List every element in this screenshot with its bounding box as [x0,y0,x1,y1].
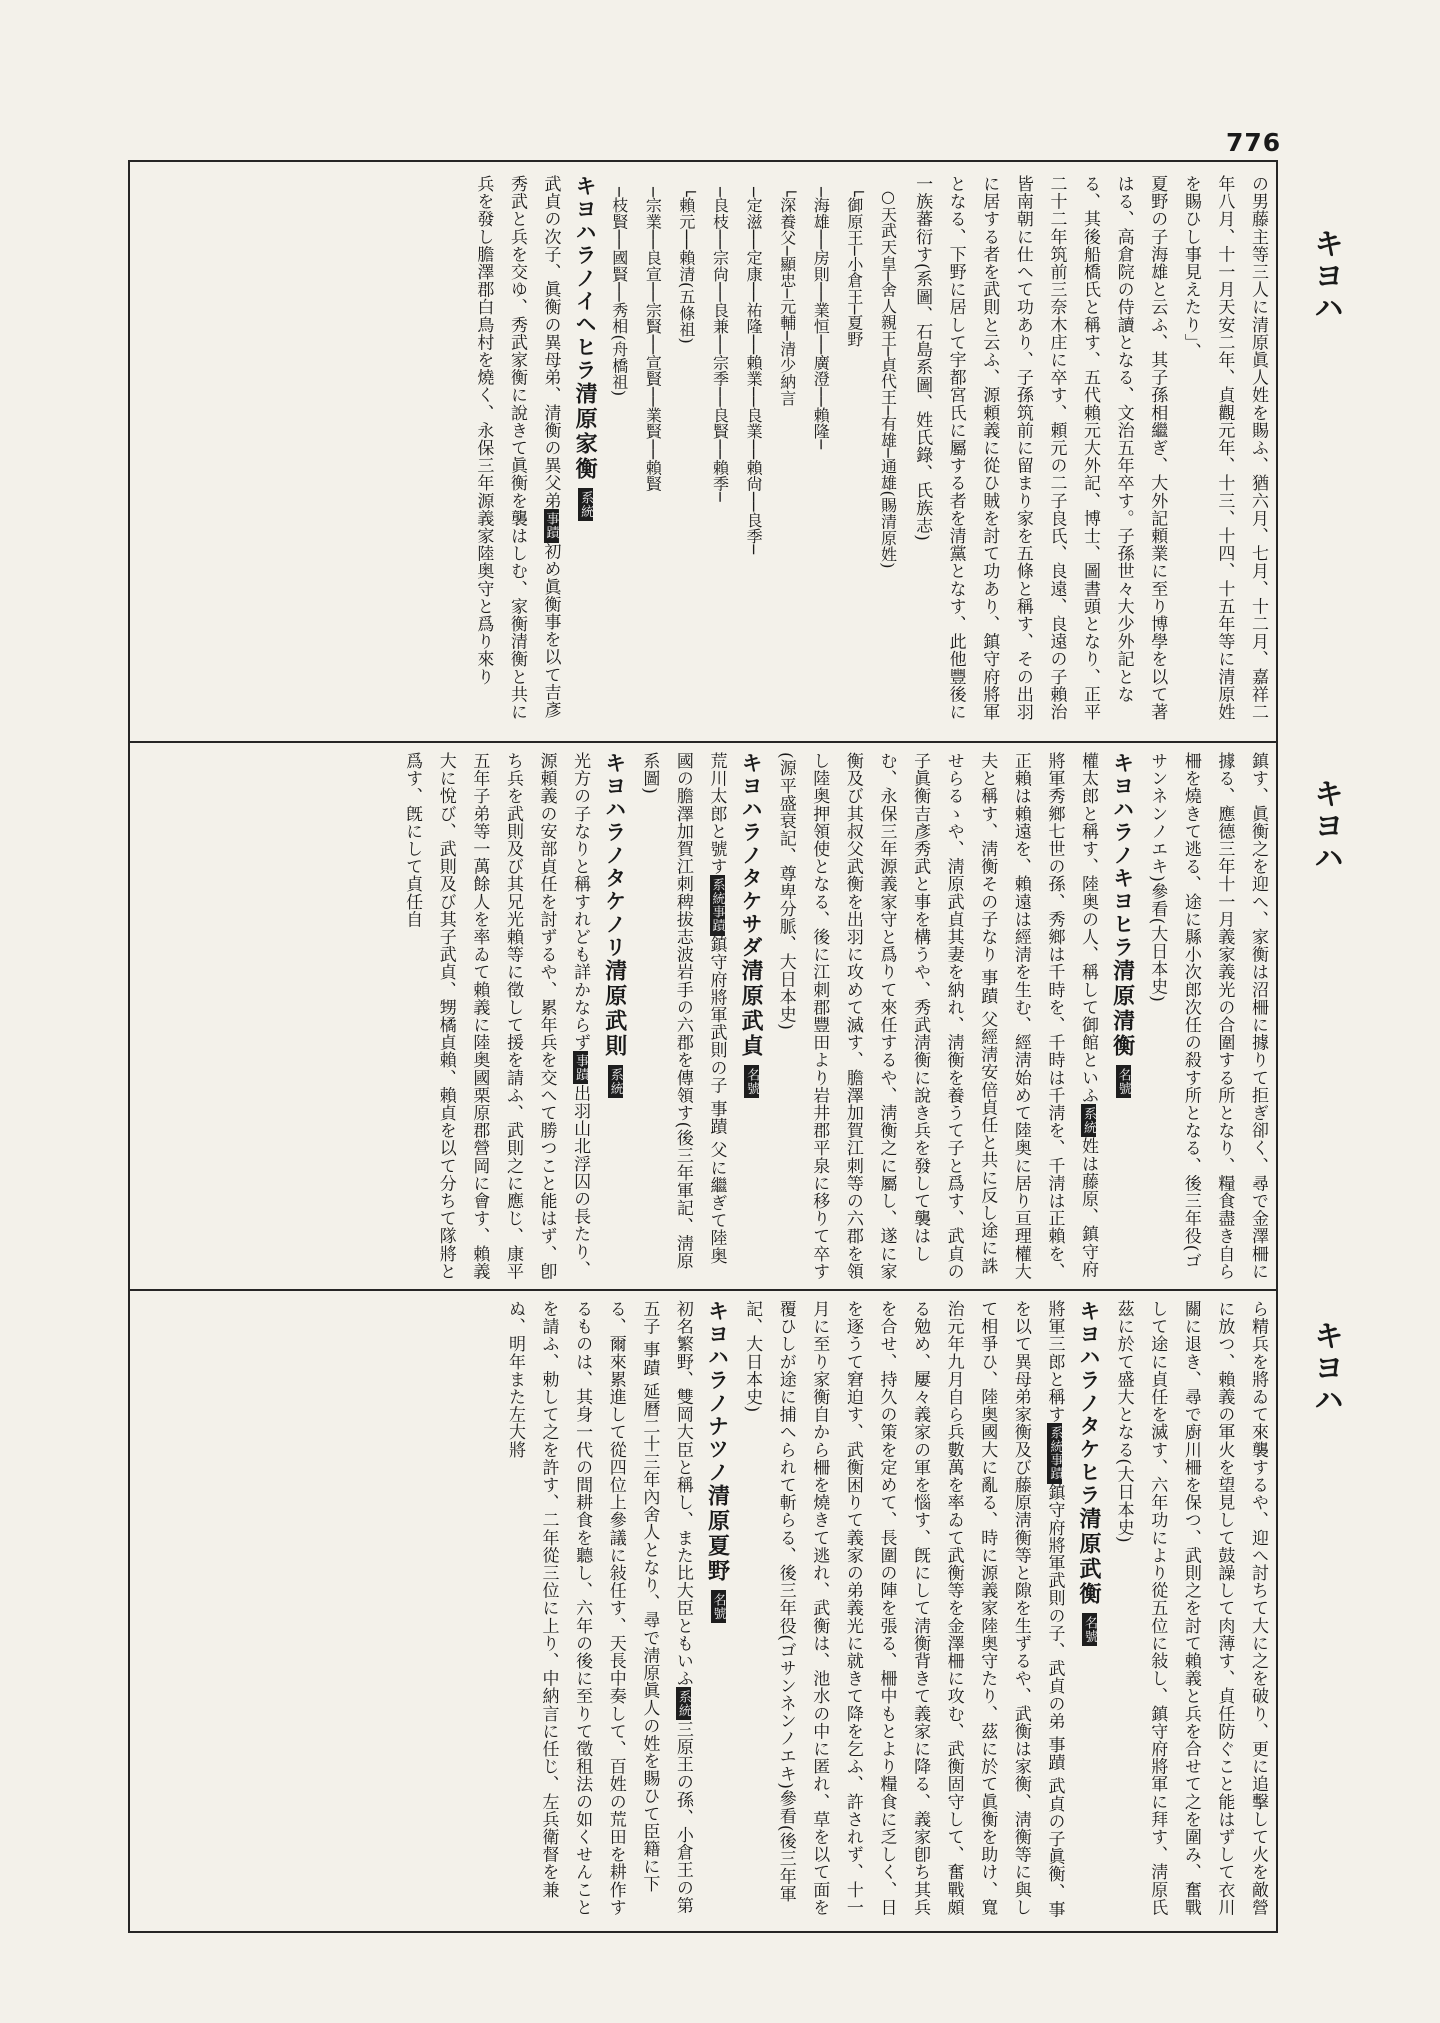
entry-badge: 事蹟 [544,509,559,542]
entry-body [395,752,598,1280]
entry-body [497,1300,700,1922]
entry-text: 荒川太郎と號す [706,752,727,876]
entry-text: 武貞の次子、眞衡の異母弟、清衡の異父弟 [540,175,561,510]
entry-name: 清原武則 [601,959,628,1059]
frame-top [128,160,1278,162]
genealogy-line: └賴元──賴清(五條祖) [676,187,696,344]
entry-heading: キヨハラノイヘヒラ [573,175,598,382]
entry-badge: 系統事蹟 [1047,1423,1062,1483]
frame-left [128,160,130,1933]
genealogy-line: ─枝賢──國賢──秀相(舟橋祖) [609,187,629,397]
frame-bottom [128,1931,1278,1933]
entry-name: 清原清衡 [1109,959,1136,1059]
running-head-bottom: キヨハ [1308,1320,1343,1416]
entry-body [768,752,1105,1280]
entry-badge: 系統 [676,1687,691,1720]
genealogy-chart [602,187,904,730]
frame-right [1276,160,1278,1933]
genealogy-line: ─定滋──定康──祐隆──賴業──良業──賴尙──良季─ [744,187,764,555]
entry-heading: キヨハラノタケサダ [739,752,764,959]
genealogy-line: ─海雄──房則──業恒──廣澄──賴隆─ [811,187,831,450]
entry-heading-line [1105,752,1140,1280]
entry-name: 清原家衡 [572,382,599,482]
entry-badge: 名號 [744,1065,759,1098]
running-head-top: キヨハ [1308,228,1343,324]
entry-badge: 系統 [578,488,593,521]
entry-badge: 名號 [1082,1613,1097,1646]
tier-top [140,175,1274,730]
entry-badge: 系統 [608,1065,623,1098]
entry-text: 光方の子なりと稱すれども詳かならず [570,752,591,1052]
page-number: 776 [1226,128,1282,157]
entry-badge: 名號 [711,1590,726,1623]
entry-text: 三原王の孫、小倉王の第五子 事蹟 延曆二十三年內舍人となり、尋で淸原眞人の姓を賜ひて臣籍に下る、爾來累進して從四位上參議に敍任す、天長中奏して、百姓の荒田を耕作するものは、其身一代の間耕食を聽し、六年の後に至りて徵租法の如くせんことを請ふ、勅して之を許す、二年從三位に上り、中納言に任じ、左兵衛督を兼ぬ、明年また左大將 [504,1300,693,1916]
entry-name: 清原武衡 [1076,1507,1103,1607]
entry-heading: キヨハラノキヨヒラ [1110,752,1135,959]
entry-body: ら精兵を將ゐて來襲するや、迎へ討ちて大に之を破り、更に追擊して火を敵營に放つ、賴義の軍火を望見して鼓譟して肉薄す、貞任防ぐこと能はずして衣川關に退き、尋で廚川柵を保つ、武則之を討て賴義と兵を合せて之を圍み、奮戰して途に貞任を滅す、六年功により從五位に敍し、鎮守府將軍に拜す、淸原氏茲に於て盛大となる(大日本史) [1113,1300,1268,1916]
genealogy-line: ─宗業──良宣──宗賢──宣賢──業賢──賴賢 [643,187,663,492]
entry-heading: キヨハラノタケノリ [602,752,627,959]
genealogy-line: └御原王─小倉王─夏野 [844,187,864,348]
running-head-middle: キヨハ [1308,778,1343,874]
paragraph: 夏野の子海雄と云ふ、其子孫相繼ぎ、大外記頼業に至り博學を以て著はる、高倉院の侍讀となる、文治五年卒す。子孫世々大少外記となる、其後船橋氏と稱す、五代賴元大外記、博士、圖書頭となり、正平二十二年筑前三奈木庄に卒す、頼元の二子良氏、良遠、良遠の子賴治皆南朝に仕へて功あり、子孫筑前に留まり家を五條と稱す、その出羽に居する者を武則と云ふ、源頼義に從ひ賊を討て功あり、鎮守府將軍となる、下野に居して宇都宮氏に屬する者を清黨となす、此他豐後に一族蕃衍す(系圖、石島系圖、姓氏錄、氏族志) [912,175,1168,721]
entry-text: 權太郎と稱す、陸奥の人、稱して御館といふ [1078,752,1099,1104]
entry-text: 姓は藤原、鎮守府將軍秀鄉七世の孫、秀鄉は千時を、千時は千淸を、千淸は正賴を、正賴は賴遠を、賴遠は經淸を生む、經淸始めて陸奥に居り亘理權大夫と稱す、淸衡その子なり 事蹟 父經淸安倍貞任と共に反し途に誅せらるゝや、淸原武貞其妻を納れ、淸衡を養うて子と爲す、武貞の子眞衡吉彥秀武と事を構うや、秀武淸衡に說き兵を發して襲はしむ、永保三年源義家守と爲りて來任するや、淸衡之に屬し、遂に家衡及び其叔父武衡を出羽に攻めて滅す、膽澤加賀江刺等の六郡を領し陸奥押領使となる、後に江刺郡豐田より岩井郡平泉に移りて卒す(源平盛衰記、尊卑分脈、大日本史) [775,752,1099,1280]
entry-text: 初め眞衡事を以て吉彥秀武と兵を交ゆ、秀武家衡に說きて眞衡を襲はしむ、家衡清衡と共に兵を發し膽澤郡白鳥村を燒く、永保三年源義家陸奥守と爲り來り [473,175,561,721]
genealogy-line: ─良枝──宗尙──良兼──宗季──良賢──賴季─ [710,187,730,502]
entry-text: 將軍三郎と稱す [1044,1300,1065,1424]
entry-badge: 事蹟 [573,1051,588,1084]
entry-text: 出羽山北浮囚の長たり、源頼義の安部貞任を討ずるや、累年兵を交へて勝つこと能はず、卽ち兵を武則及び其兄光賴等に徵して援を請ふ、武則之に應じ、康平五年子弟等一萬餘人を率ゐて賴義に陸奥國栗原郡營岡に會す、賴義大に悅び、武則及び其子武貞、甥橘貞賴、賴貞を以て分ちて隊將と爲す、旣にして貞任自 [402,752,591,1280]
tier-divider-1 [128,741,1278,743]
entry-heading-line [1071,1300,1106,1922]
genealogy-line: └深養父─顯忠─元輔─清少納言 [777,187,797,407]
tier-divider-2 [128,1289,1278,1291]
entry-text: 鎮守府將軍武則の子、武貞の弟 事蹟 武貞の子眞衡、事を以て異母弟家衡及び藤原淸衡等と隙を生ずるや、武衡は家衡、淸衡等に與して相爭ひ、陸奥國大に亂る、時に源義家陸奥守たり、茲に於て眞衡を助け、寬治元年九月自ら兵數萬を率ゐて武衡等を金澤柵に攻む、武衡固守して、奮戰頗る勉め、屢々義家の軍を惱す、旣にして淸衡背きて義家に降る、義家卽ち其兵を合せ、持久の策を定めて、長圍の陣を張る、柵中もとより糧食に乏しく、日を逐うて窘迫す、武衡困りて義家の弟義光に就きて降を乞ふ、許されず、十一月に至り家衡自から柵を燒きて逃れ、武衡は、池水の中に匿れ、草を以て面を覆ひしが途に捕へられて斬らる、後三年役(ゴサンネンノエキ)參看(後三年軍記、大日本史) [742,1300,1065,1919]
entry-heading: キヨハラノタケヒラ [1077,1300,1102,1507]
entry-badge: 系統事蹟 [710,875,725,935]
paragraph: の男藤主等三人に清原眞人姓を賜ふ、猶六月、七月、十二月、嘉祥二年八月、十一月天安二年、貞觀元年、十三、十四、十五年等に清原姓を賜ひし事見えたり」、 [1180,175,1268,721]
entry-text: 初名繁野、雙岡大臣と稱し、また比大臣ともいふ [672,1300,693,1688]
entry-body [466,175,568,730]
entry-body [632,752,734,1280]
entry-heading: キヨハラノナツノ [705,1300,730,1484]
entry-badge: 名號 [1116,1065,1131,1098]
entry-badge: 系統 [1081,1104,1096,1137]
entry-heading-line [734,752,769,1280]
entry-heading-line [700,1300,735,1922]
entry-text: 鎮守府將軍武則の子 事蹟 父に繼ぎて陸奥國の膽澤加賀江刺稗拔志波岩手の六郡を傳領す(後三年軍記、淸原系圖) [639,752,727,1270]
entry-body: 鎮す、眞衡之を迎へ、家衡は沼柵に據りて拒ぎ卻く、尋で金澤柵に據る、應德三年十一月義家義光の合圍する所となり、糧食盡き自ら柵を燒きて逃る、途に縣小次郎次任の殺す所となる、後三年役(ゴサンネンノエキ)參看(大日本史) [1147,752,1268,1280]
entry-name: 清原武貞 [738,959,765,1059]
entry-heading-line [568,175,603,730]
entry-heading-line [597,752,632,1280]
entry-name: 清原夏野 [704,1484,731,1584]
entry-body [735,1300,1072,1922]
tier-bottom [140,1300,1274,1922]
genealogy-line: ○天武天皇─舍人親王─貞代王─有雄─通雄(賜清原姓) [878,187,898,569]
tier-middle [140,752,1274,1280]
